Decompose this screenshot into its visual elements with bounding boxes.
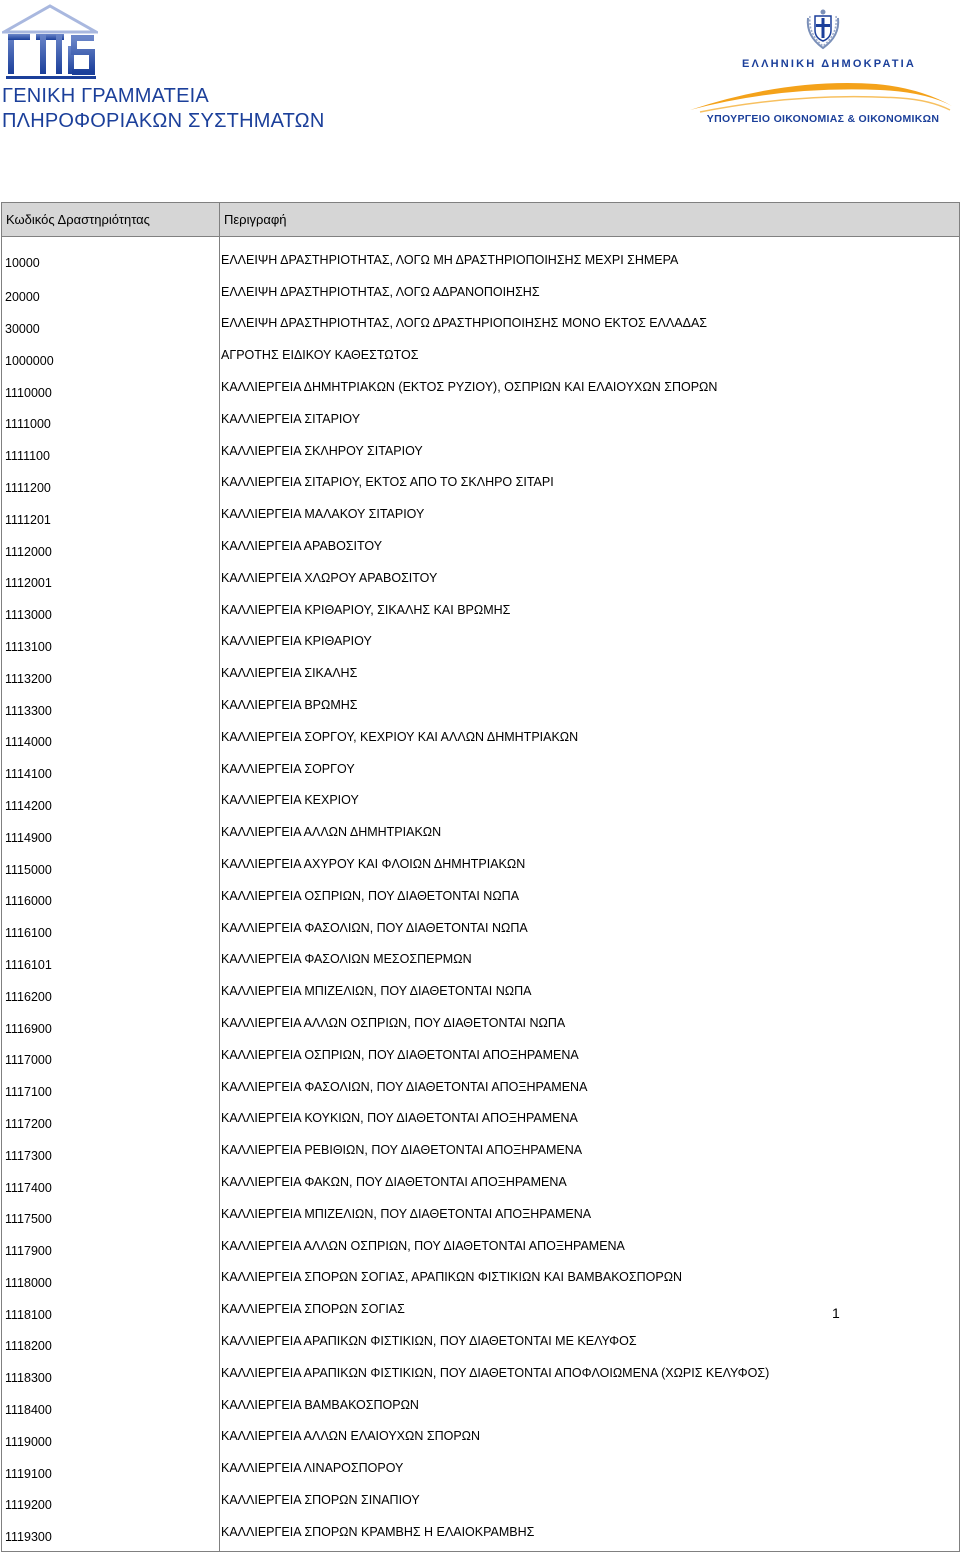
table-row [2, 724, 960, 756]
table-row [2, 501, 960, 533]
activity-code-cell: 1114200 [2, 788, 220, 820]
table-row [2, 660, 960, 692]
activity-description-cell: ΚΑΛΛΙΕΡΓΕΙΑ ΑΧΥΡΟΥ ΚΑΙ ΦΛΟΙΩΝ ΔΗΜΗΤΡΙΑΚΩΝ [220, 851, 960, 883]
activity-code-cell: 1111201 [2, 501, 220, 533]
activity-description-cell: ΚΑΛΛΙΕΡΓΕΙΑ ΜΠΙΖΕΛΙΩΝ, ΠΟΥ ΔΙΑΘΕΤΟΝΤΑΙ ΝΩΠΑ [220, 978, 960, 1010]
gsis-logo-icon [2, 2, 98, 80]
table-row [2, 1423, 960, 1455]
activity-code-cell: 1117900 [2, 1233, 220, 1265]
column-header-code: Κωδικός Δραστηριότητας [2, 203, 220, 237]
table-row [2, 565, 960, 597]
activity-code-cell: 1113100 [2, 629, 220, 661]
table-row [2, 1328, 960, 1360]
table-header-row [2, 203, 960, 237]
table-row [2, 1233, 960, 1265]
activity-code-cell: 1117000 [2, 1042, 220, 1074]
activity-description-cell: ΚΑΛΛΙΕΡΓΕΙΑ ΣΙΤΑΡΙΟΥ, ΕΚΤΟΣ ΑΠΟ ΤΟ ΣΚΛΗΡΟ ΣΙΤΑΡΙ [220, 470, 960, 502]
activity-code-cell: 1118400 [2, 1392, 220, 1424]
activity-code-cell: 1119000 [2, 1423, 220, 1455]
table-row [2, 1455, 960, 1487]
activity-description-cell: ΚΑΛΛΙΕΡΓΕΙΑ ΑΛΛΩΝ ΕΛΑΙΟΥΧΩΝ ΣΠΟΡΩΝ [220, 1423, 960, 1455]
activity-code-cell: 30000 [2, 311, 220, 343]
activity-code-cell: 1118300 [2, 1360, 220, 1392]
activity-description-cell: ΚΑΛΛΙΕΡΓΕΙΑ ΣΙΤΑΡΙΟΥ [220, 406, 960, 438]
ministry-label: ΥΠΟΥΡΓΕΙΟ ΟΙΚΟΝΟΜΙΑΣ & ΟΙΚΟΝΟΜΙΚΩΝ [706, 113, 940, 125]
activity-code-cell: 1114100 [2, 756, 220, 788]
table-row [2, 1169, 960, 1201]
table-row [2, 311, 960, 343]
table-row [2, 1010, 960, 1042]
activity-description-cell: ΚΑΛΛΙΕΡΓΕΙΑ ΦΑΣΟΛΙΩΝ ΜΕΣΟΣΠΕΡΜΩΝ [220, 947, 960, 979]
table-row [2, 1106, 960, 1138]
activity-description-cell: ΚΑΛΛΙΕΡΓΕΙΑ ΒΑΜΒΑΚΟΣΠΟΡΩΝ [220, 1392, 960, 1424]
activity-description-cell: ΚΑΛΛΙΕΡΓΕΙΑ ΚΡΙΘΑΡΙΟΥ [220, 629, 960, 661]
table-row [2, 406, 960, 438]
activity-description-cell: ΕΛΛΕΙΨΗ ΔΡΑΣΤΗΡΙΟΤΗΤΑΣ, ΛΟΓΩ ΜΗ ΔΡΑΣΤΗΡΙΟΠΟΙΗΣΗΣ ΜΕΧΡΙ ΣΗΜΕΡΑ [220, 237, 960, 279]
table-row [2, 1296, 960, 1328]
activity-description-cell: ΚΑΛΛΙΕΡΓΕΙΑ ΚΟΥΚΙΩΝ, ΠΟΥ ΔΙΑΘΕΤΟΝΤΑΙ ΑΠΟΞΗΡΑΜΕΝΑ [220, 1106, 960, 1138]
activity-description-cell: ΚΑΛΛΙΕΡΓΕΙΑ ΣΠΟΡΩΝ ΚΡΑΜΒΗΣ Η ΕΛΑΙΟΚΡΑΜΒΗΣ [220, 1519, 960, 1551]
table-row [2, 915, 960, 947]
org-title-line2: ΠΛΗΡΟΦΟΡΙΑΚΩΝ ΣΥΣΤΗΜΑΤΩΝ [2, 110, 325, 132]
activity-code-cell: 1116900 [2, 1010, 220, 1042]
table-row [2, 1265, 960, 1297]
activity-code-cell: 1113200 [2, 660, 220, 692]
table-row [2, 279, 960, 311]
greek-coat-of-arms-icon [804, 8, 842, 52]
table-row [2, 1074, 960, 1106]
activity-description-cell: ΚΑΛΛΙΕΡΓΕΙΑ ΑΡΑΒΟΣΙΤΟΥ [220, 533, 960, 565]
organization-title [2, 84, 324, 134]
table-row [2, 947, 960, 979]
activity-description-cell: ΚΑΛΛΙΕΡΓΕΙΑ ΣΙΚΑΛΗΣ [220, 660, 960, 692]
activity-code-cell: 1114900 [2, 819, 220, 851]
activity-description-cell: ΕΛΛΕΙΨΗ ΔΡΑΣΤΗΡΙΟΤΗΤΑΣ, ΛΟΓΩ ΔΡΑΣΤΗΡΙΟΠΟΙΗΣΗΣ ΜΟΝΟ ΕΚΤΟΣ ΕΛΛΑΔΑΣ [220, 311, 960, 343]
activity-description-cell: ΚΑΛΛΙΕΡΓΕΙΑ ΑΡΑΠΙΚΩΝ ΦΙΣΤΙΚΙΩΝ, ΠΟΥ ΔΙΑΘΕΤΟΝΤΑΙ ΜΕ ΚΕΛΥΦΟΣ [220, 1328, 960, 1360]
activity-code-cell: 1112000 [2, 533, 220, 565]
table-row [2, 470, 960, 502]
activity-description-cell: ΚΑΛΛΙΕΡΓΕΙΑ ΣΠΟΡΩΝ ΣΟΓΙΑΣ, ΑΡΑΠΙΚΩΝ ΦΙΣΤΙΚΙΩΝ ΚΑΙ ΒΑΜΒΑΚΟΣΠΟΡΩΝ [220, 1265, 960, 1297]
activity-description-cell: ΚΑΛΛΙΕΡΓΕΙΑ ΛΙΝΑΡΟΣΠΟΡΟΥ [220, 1455, 960, 1487]
activity-code-cell: 1117500 [2, 1201, 220, 1233]
activity-code-cell: 1118100 [2, 1296, 220, 1328]
activity-description-cell: ΚΑΛΛΙΕΡΓΕΙΑ ΚΕΧΡΙΟΥ [220, 788, 960, 820]
activity-code-cell: 1119200 [2, 1487, 220, 1519]
activity-description-cell: ΚΑΛΛΙΕΡΓΕΙΑ ΣΟΡΓΟΥ, ΚΕΧΡΙΟΥ ΚΑΙ ΑΛΛΩΝ ΔΗΜΗΤΡΙΑΚΩΝ [220, 724, 960, 756]
activity-code-cell: 1111200 [2, 470, 220, 502]
activity-code-cell: 1116101 [2, 947, 220, 979]
activity-description-cell: ΚΑΛΛΙΕΡΓΕΙΑ ΜΑΛΑΚΟΥ ΣΙΤΑΡΙΟΥ [220, 501, 960, 533]
activity-codes-table [1, 202, 960, 1552]
table-row [2, 1201, 960, 1233]
activity-code-cell: 1111000 [2, 406, 220, 438]
activity-code-cell: 1118000 [2, 1265, 220, 1297]
activity-description-cell: ΚΑΛΛΙΕΡΓΕΙΑ ΒΡΩΜΗΣ [220, 692, 960, 724]
table-body [2, 237, 960, 1552]
activity-code-cell: 1117200 [2, 1106, 220, 1138]
table-row [2, 1042, 960, 1074]
activity-code-cell: 1113300 [2, 692, 220, 724]
activity-description-cell: ΚΑΛΛΙΕΡΓΕΙΑ ΔΗΜΗΤΡΙΑΚΩΝ (ΕΚΤΟΣ ΡΥΖΙΟΥ), ΟΣΠΡΙΩΝ ΚΑΙ ΕΛΑΙΟΥΧΩΝ ΣΠΟΡΩΝ [220, 374, 960, 406]
activity-description-cell: ΚΑΛΛΙΕΡΓΕΙΑ ΦΑΚΩΝ, ΠΟΥ ΔΙΑΘΕΤΟΝΤΑΙ ΑΠΟΞΗΡΑΜΕΝΑ [220, 1169, 960, 1201]
activity-description-cell: ΚΑΛΛΙΕΡΓΕΙΑ ΟΣΠΡΙΩΝ, ΠΟΥ ΔΙΑΘΕΤΟΝΤΑΙ ΑΠΟΞΗΡΑΜΕΝΑ [220, 1042, 960, 1074]
activity-description-cell: ΚΑΛΛΙΕΡΓΕΙΑ ΦΑΣΟΛΙΩΝ, ΠΟΥ ΔΙΑΘΕΤΟΝΤΑΙ ΝΩΠΑ [220, 915, 960, 947]
table-row [2, 1519, 960, 1551]
table-row [2, 692, 960, 724]
table-row [2, 883, 960, 915]
page-number: 1 [832, 1305, 840, 1321]
activity-code-cell: 1119300 [2, 1519, 220, 1551]
table-row [2, 788, 960, 820]
activity-code-cell: 1117300 [2, 1137, 220, 1169]
activity-code-cell: 1116200 [2, 978, 220, 1010]
activity-description-cell: ΚΑΛΛΙΕΡΓΕΙΑ ΧΛΩΡΟΥ ΑΡΑΒΟΣΙΤΟΥ [220, 565, 960, 597]
swoosh-icon [690, 70, 952, 116]
activity-code-cell: 20000 [2, 279, 220, 311]
column-header-description: Περιγραφή [220, 203, 960, 237]
activity-code-cell: 1116000 [2, 883, 220, 915]
activity-code-cell: 1000000 [2, 342, 220, 374]
activity-description-cell: ΚΑΛΛΙΕΡΓΕΙΑ ΜΠΙΖΕΛΙΩΝ, ΠΟΥ ΔΙΑΘΕΤΟΝΤΑΙ ΑΠΟΞΗΡΑΜΕΝΑ [220, 1201, 960, 1233]
activity-code-cell: 1117100 [2, 1074, 220, 1106]
table-row [2, 374, 960, 406]
hellenic-republic-label: ΕΛΛΗΝΙΚΗ ΔΗΜΟΚΡΑΤΙΑ [742, 58, 917, 70]
table-row [2, 629, 960, 661]
activity-description-cell: ΚΑΛΛΙΕΡΓΕΙΑ ΚΡΙΘΑΡΙΟΥ, ΣΙΚΑΛΗΣ ΚΑΙ ΒΡΩΜΗΣ [220, 597, 960, 629]
table-row [2, 1360, 960, 1392]
activity-code-cell: 1115000 [2, 851, 220, 883]
activity-description-cell: ΚΑΛΛΙΕΡΓΕΙΑ ΣΚΛΗΡΟΥ ΣΙΤΑΡΙΟΥ [220, 438, 960, 470]
table-row [2, 1137, 960, 1169]
ministry-logo [690, 8, 952, 128]
activity-description-cell: ΚΑΛΛΙΕΡΓΕΙΑ ΑΡΑΠΙΚΩΝ ΦΙΣΤΙΚΙΩΝ, ΠΟΥ ΔΙΑΘΕΤΟΝΤΑΙ ΑΠΟΦΛΟΙΩΜΕΝΑ (ΧΩΡΙΣ ΚΕΛΥΦΟΣ) [220, 1360, 960, 1392]
activity-description-cell: ΚΑΛΛΙΕΡΓΕΙΑ ΟΣΠΡΙΩΝ, ΠΟΥ ΔΙΑΘΕΤΟΝΤΑΙ ΝΩΠΑ [220, 883, 960, 915]
activity-description-cell: ΚΑΛΛΙΕΡΓΕΙΑ ΣΟΡΓΟΥ [220, 756, 960, 788]
activity-description-cell: ΕΛΛΕΙΨΗ ΔΡΑΣΤΗΡΙΟΤΗΤΑΣ, ΛΟΓΩ ΑΔΡΑΝΟΠΟΙΗΣΗΣ [220, 279, 960, 311]
table-row [2, 851, 960, 883]
activity-code-cell: 1114000 [2, 724, 220, 756]
activity-code-cell: 1111100 [2, 438, 220, 470]
activity-description-cell: ΚΑΛΛΙΕΡΓΕΙΑ ΑΛΛΩΝ ΔΗΜΗΤΡΙΑΚΩΝ [220, 819, 960, 851]
activity-description-cell: ΚΑΛΛΙΕΡΓΕΙΑ ΡΕΒΙΘΙΩΝ, ΠΟΥ ΔΙΑΘΕΤΟΝΤΑΙ ΑΠΟΞΗΡΑΜΕΝΑ [220, 1137, 960, 1169]
activity-code-cell: 10000 [2, 237, 220, 279]
activity-code-cell: 1112001 [2, 565, 220, 597]
table-row [2, 756, 960, 788]
table-row [2, 438, 960, 470]
activity-code-cell: 1110000 [2, 374, 220, 406]
activity-code-cell: 1118200 [2, 1328, 220, 1360]
table-row [2, 237, 960, 279]
activity-description-cell: ΚΑΛΛΙΕΡΓΕΙΑ ΣΠΟΡΩΝ ΣΙΝΑΠΙΟΥ [220, 1487, 960, 1519]
org-title-line1: ΓΕΝΙΚΗ ΓΡΑΜΜΑΤΕΙΑ [2, 85, 209, 107]
activity-code-cell: 1116100 [2, 915, 220, 947]
activity-description-cell: ΚΑΛΛΙΕΡΓΕΙΑ ΑΛΛΩΝ ΟΣΠΡΙΩΝ, ΠΟΥ ΔΙΑΘΕΤΟΝΤΑΙ ΝΩΠΑ [220, 1010, 960, 1042]
table-row [2, 1487, 960, 1519]
activity-code-cell: 1117400 [2, 1169, 220, 1201]
activity-description-cell: ΚΑΛΛΙΕΡΓΕΙΑ ΣΠΟΡΩΝ ΣΟΓΙΑΣ [220, 1296, 960, 1328]
table-row [2, 978, 960, 1010]
table-row [2, 819, 960, 851]
activity-description-cell: ΚΑΛΛΙΕΡΓΕΙΑ ΑΛΛΩΝ ΟΣΠΡΙΩΝ, ΠΟΥ ΔΙΑΘΕΤΟΝΤΑΙ ΑΠΟΞΗΡΑΜΕΝΑ [220, 1233, 960, 1265]
activity-code-cell: 1119100 [2, 1455, 220, 1487]
table-row [2, 342, 960, 374]
activity-code-cell: 1113000 [2, 597, 220, 629]
activity-description-cell: ΑΓΡΟΤΗΣ ΕΙΔΙΚΟΥ ΚΑΘΕΣΤΩΤΟΣ [220, 342, 960, 374]
activity-description-cell: ΚΑΛΛΙΕΡΓΕΙΑ ΦΑΣΟΛΙΩΝ, ΠΟΥ ΔΙΑΘΕΤΟΝΤΑΙ ΑΠΟΞΗΡΑΜΕΝΑ [220, 1074, 960, 1106]
table-row [2, 533, 960, 565]
table-row [2, 1392, 960, 1424]
table-row [2, 597, 960, 629]
